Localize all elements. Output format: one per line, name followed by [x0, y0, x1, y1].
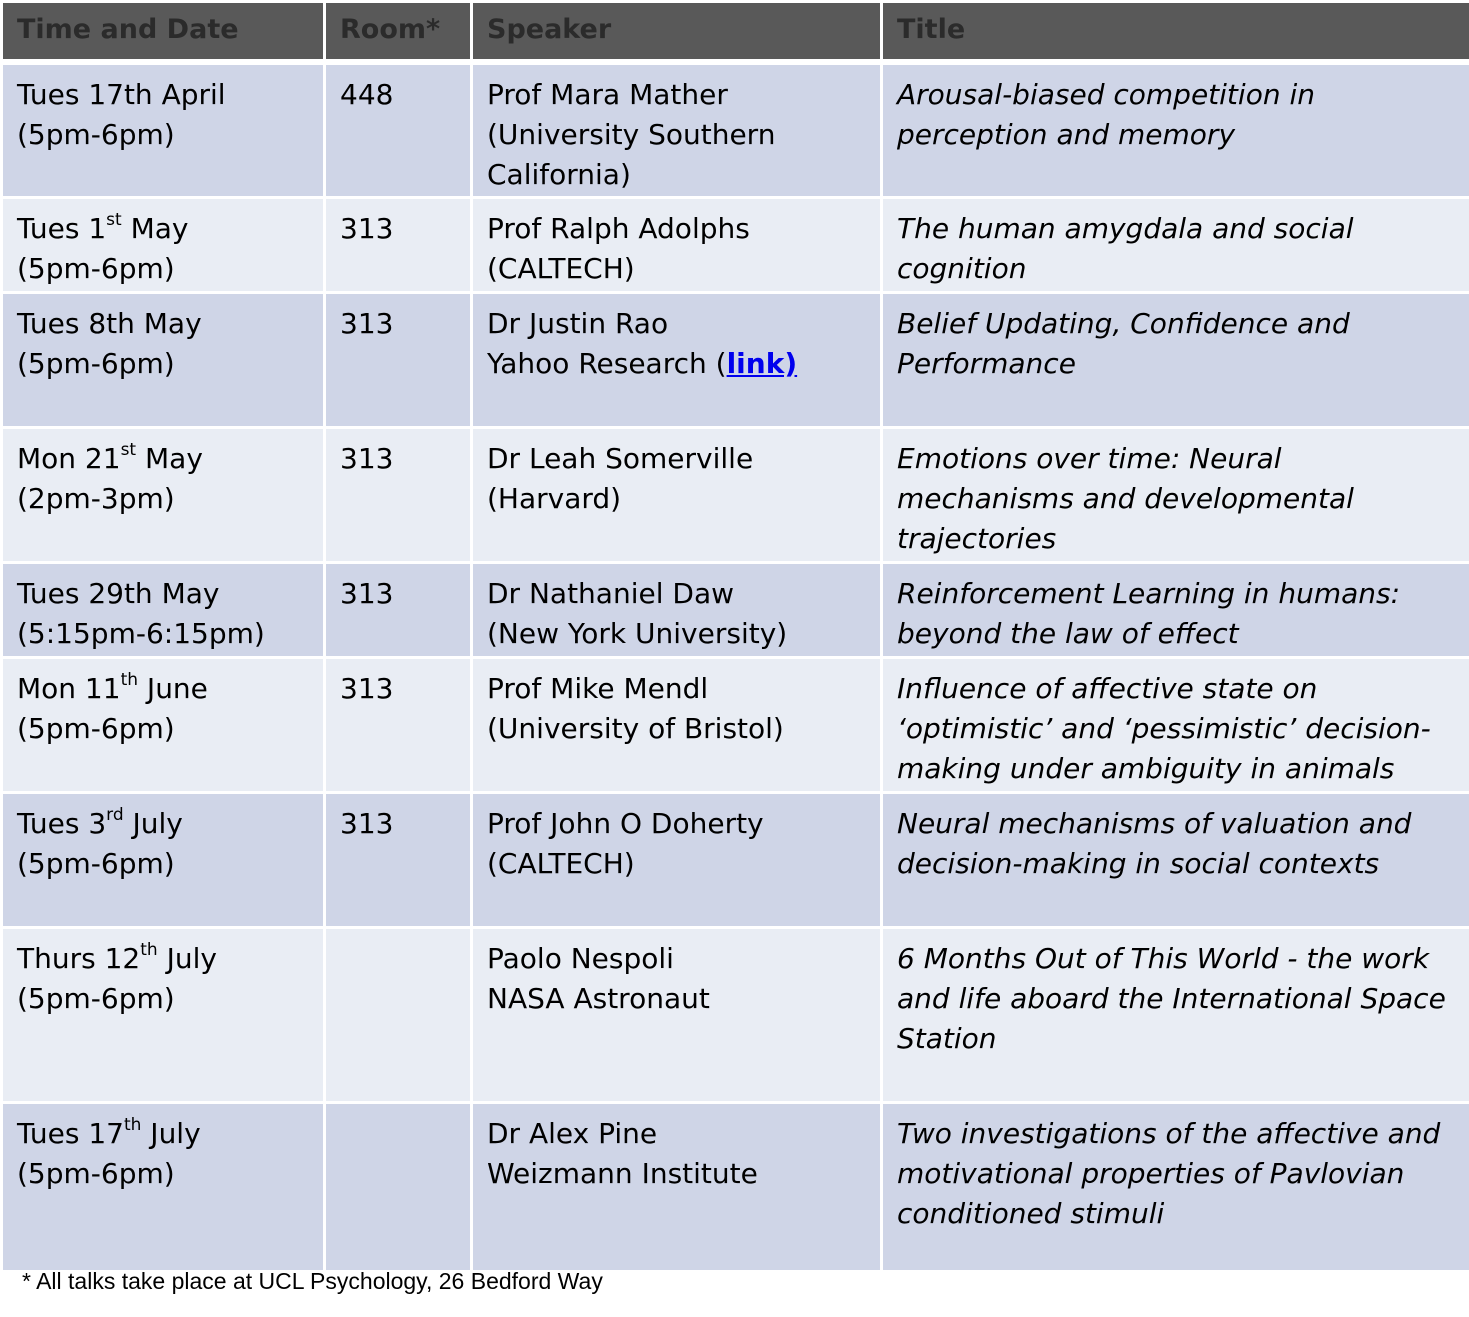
table-row	[2, 1102, 1469, 1271]
date-suffix: st	[106, 210, 122, 231]
speaker-cell	[472, 292, 882, 427]
date-month: May	[136, 441, 203, 475]
time-text: (5pm-6pm)	[17, 711, 175, 745]
speaker-cell	[472, 62, 882, 197]
time-text: (5pm-6pm)	[17, 981, 175, 1015]
speaker-cell	[472, 927, 882, 1102]
date-cell	[2, 292, 325, 427]
speaker-name: Dr Justin Rao	[487, 306, 669, 340]
talk-title: Belief Updating, Confidence and Performance	[882, 292, 1469, 427]
venue-footnote: * All talks take place at UCL Psychology, 26 Bedford Way	[22, 1268, 603, 1294]
date-cell	[2, 62, 325, 197]
speaker-name: Prof Mike Mendl	[487, 671, 709, 705]
date-suffix: rd	[106, 805, 124, 826]
speaker-cell	[472, 427, 882, 562]
date-cell	[2, 197, 325, 292]
date-cell	[2, 427, 325, 562]
room-cell: 313	[325, 292, 472, 427]
talk-title: Emotions over time: Neural mechanisms and developmental trajectories	[882, 427, 1469, 562]
speaker-affiliation: (Harvard)	[487, 481, 622, 515]
room-cell: 313	[325, 657, 472, 792]
date-month: June	[138, 671, 208, 705]
speaker-name: Prof Ralph Adolphs	[487, 211, 750, 245]
date-text: Tues 17th April	[17, 78, 226, 111]
speaker-affiliation: NASA Astronaut	[487, 981, 710, 1015]
table-row	[2, 62, 1469, 197]
room-cell: 313	[325, 792, 472, 927]
speaker-cell	[472, 1102, 882, 1271]
room-cell	[325, 927, 472, 1102]
date-month: May	[121, 211, 189, 245]
speaker-affiliation: (CALTECH)	[487, 846, 635, 880]
speaker-affiliation: Yahoo Research (	[487, 346, 727, 380]
date-text: Tues 1	[17, 211, 107, 245]
speaker-cell	[472, 657, 882, 792]
date-month: July	[141, 1116, 201, 1150]
date-suffix: th	[140, 940, 158, 961]
talk-title: Two investigations of the affective and motivational properties of Pavlovian conditioned stimuli	[882, 1102, 1469, 1271]
table-row	[2, 927, 1469, 1102]
date-text: Tues 17	[17, 1116, 124, 1150]
room-cell: 313	[325, 427, 472, 562]
table-row	[2, 792, 1469, 927]
speaker-affiliation: (University of Bristol)	[487, 711, 784, 745]
date-month: July	[157, 941, 217, 975]
date-suffix: th	[120, 670, 139, 691]
table-row	[2, 562, 1469, 657]
talk-title: The human amygdala and social cognition	[882, 197, 1469, 292]
table-row	[2, 197, 1469, 292]
talk-title: 6 Months Out of This World - the work and life aboard the International Space Station	[882, 927, 1469, 1102]
date-cell	[2, 562, 325, 657]
speaker-link[interactable]: link)	[726, 346, 798, 380]
speaker-cell	[472, 792, 882, 927]
date-text: Tues 29th May	[17, 576, 220, 610]
time-text: (5:15pm-6:15pm)	[17, 616, 265, 650]
table-row	[2, 657, 1469, 792]
table-row	[2, 427, 1469, 562]
table-row	[2, 292, 1469, 427]
talk-title: Reinforcement Learning in humans: beyond the law of effect	[882, 562, 1469, 657]
speaker-name: Dr Nathaniel Daw	[487, 576, 735, 610]
speaker-name: Dr Alex Pine	[487, 1116, 658, 1150]
time-text: (5pm-6pm)	[17, 346, 175, 380]
date-cell	[2, 792, 325, 927]
time-text: (5pm-6pm)	[17, 1156, 175, 1190]
talk-title: Arousal-biased competition in perception and memory	[882, 62, 1469, 197]
time-text: (2pm-3pm)	[17, 481, 175, 515]
date-text: Mon 11	[17, 671, 121, 705]
speaker-affiliation: (CALTECH)	[487, 251, 635, 285]
room-cell: 313	[325, 562, 472, 657]
speaker-affiliation: (University Southern California)	[487, 118, 776, 191]
speaker-cell	[472, 197, 882, 292]
header-row	[2, 2, 1469, 63]
date-text: Tues 3	[17, 806, 107, 840]
time-text: (5pm-6pm)	[17, 251, 175, 285]
speaker-affiliation: Weizmann Institute	[487, 1156, 758, 1190]
header-room: Room*	[325, 2, 472, 63]
speaker-affiliation: (New York University)	[487, 616, 788, 650]
date-cell	[2, 927, 325, 1102]
room-cell: 448	[325, 62, 472, 197]
header-title: Title	[882, 2, 1469, 63]
speaker-cell	[472, 562, 882, 657]
speaker-name: Prof Mara Mather	[487, 78, 728, 111]
talk-title: Neural mechanisms of valuation and decision-making in social contexts	[882, 792, 1469, 927]
room-cell: 313	[325, 197, 472, 292]
date-cell	[2, 1102, 325, 1271]
date-month: July	[123, 806, 183, 840]
date-text: Thurs 12	[17, 941, 141, 975]
date-text: Tues 8th May	[17, 306, 202, 340]
date-cell	[2, 657, 325, 792]
speaker-name: Paolo Nespoli	[487, 941, 674, 975]
speaker-name: Dr Leah Somerville	[487, 441, 754, 475]
date-text: Mon 21	[17, 441, 121, 475]
date-suffix: st	[120, 440, 137, 461]
header-speaker: Speaker	[472, 2, 882, 63]
talk-title: Influence of affective state on ‘optimistic’ and ‘pessimistic’ decision-making under ambiguity in animals	[882, 657, 1469, 792]
time-text: (5pm-6pm)	[17, 846, 175, 880]
date-suffix: th	[123, 1115, 142, 1136]
room-cell	[325, 1102, 472, 1271]
speaker-name: Prof John O Doherty	[487, 806, 764, 840]
time-text: (5pm-6pm)	[17, 118, 175, 151]
header-time-and-date: Time and Date	[2, 2, 325, 63]
